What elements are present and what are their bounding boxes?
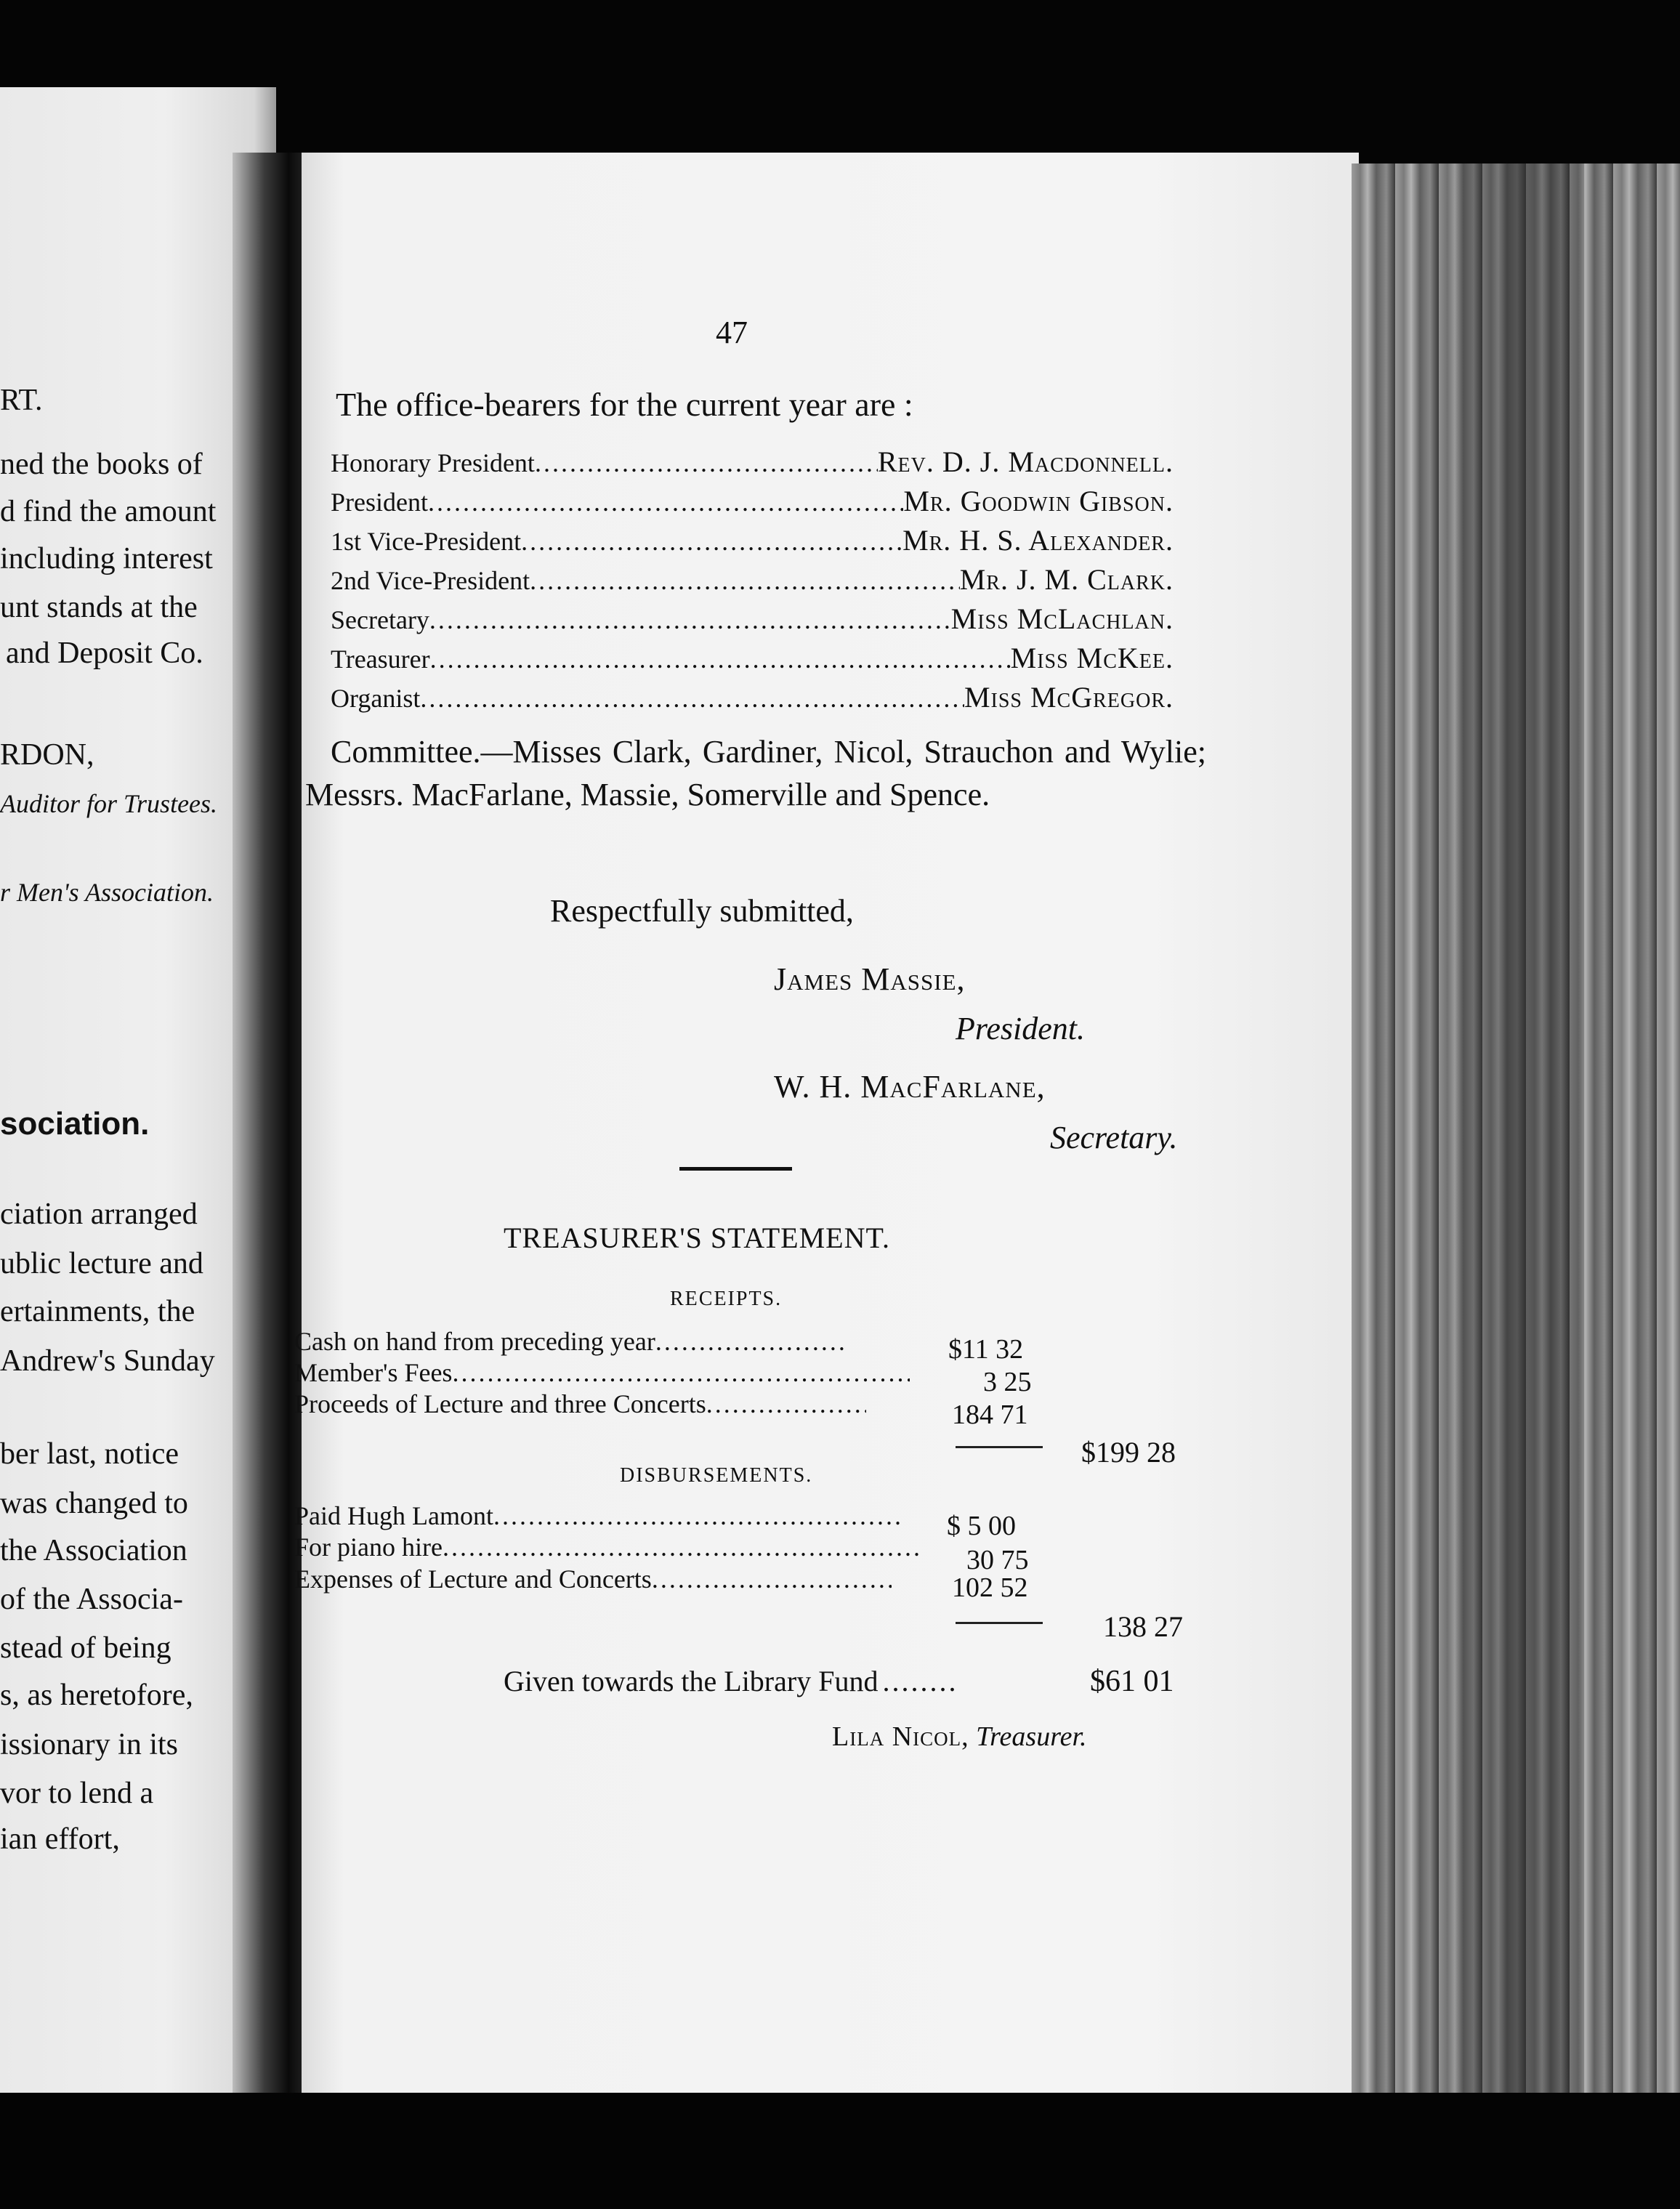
left-fragment: ber last, notice [0, 1437, 179, 1471]
receipt-amount: 184 71 [952, 1400, 1028, 1430]
treasurer-title: Treasurer. [976, 1721, 1087, 1752]
left-fragment: RT. [0, 384, 43, 417]
receipt-row [294, 1326, 1195, 1360]
receipt-amount: $11 32 [948, 1334, 1024, 1365]
office-bearers-intro: The office-bearers for the current year are : [336, 386, 913, 423]
leader-dots [530, 565, 960, 596]
left-fragment: Auditor for Trustees. [0, 789, 218, 818]
left-fragment: s, as heretofore, [0, 1679, 193, 1712]
closing-line: Respectfully submitted, [550, 893, 854, 929]
office-role: 1st Vice-President [331, 527, 522, 556]
office-bearer-row [331, 484, 1174, 520]
leader-dots [452, 1357, 910, 1388]
disbursements-heading: DISBURSEMENTS. [620, 1464, 813, 1487]
leader-dots [655, 1326, 844, 1357]
office-role: Secretary [331, 605, 429, 634]
office-holder: Miss McGregor. [964, 681, 1174, 714]
disbursement-row [294, 1564, 1195, 1597]
president-name: James Massie, [774, 961, 966, 997]
office-role: Treasurer [331, 645, 430, 674]
left-fragment: unt stands at the [0, 591, 198, 624]
office-bearer-row [331, 641, 1174, 677]
office-bearer-row [331, 445, 1174, 481]
disbursement-amount: 102 52 [952, 1572, 1028, 1603]
office-bearer-row [331, 562, 1174, 599]
receipt-row [294, 1389, 1195, 1422]
leader-dots [706, 1389, 866, 1419]
left-fragment: issionary in its [0, 1728, 179, 1761]
bottom-background [0, 2093, 1680, 2209]
left-fragment: ublic lecture and [0, 1247, 203, 1280]
disbursement-label: For piano hire [294, 1532, 443, 1562]
office-holder: Miss McLachlan. [950, 602, 1174, 635]
section-divider [679, 1167, 792, 1171]
treasurer-signature [832, 1721, 1087, 1753]
leader-dots [521, 526, 902, 557]
subtotal-rule [956, 1622, 1043, 1624]
left-fragment: r Men's Association. [0, 878, 214, 907]
leader-dots [443, 1532, 922, 1562]
left-fragment: ertainments, the [0, 1295, 195, 1328]
statement-title: TREASURER'S STATEMENT. [504, 1221, 890, 1254]
receipts-heading: RECEIPTS. [670, 1288, 783, 1310]
left-fragment: sociation. [0, 1106, 150, 1142]
leader-dots: ........ [882, 1665, 958, 1697]
leader-dots [430, 644, 1011, 674]
leader-dots [493, 1501, 900, 1531]
disbursement-row [294, 1501, 1195, 1534]
office-role: 2nd Vice-President [331, 566, 530, 595]
office-bearer-row [331, 680, 1174, 716]
disbursement-amount: $ 5 00 [947, 1511, 1016, 1541]
left-fragment: of the Associa- [0, 1583, 183, 1616]
office-holder: Mr. Goodwin Gibson. [903, 485, 1174, 517]
page-number: 47 [716, 315, 748, 350]
left-fragment: stead of being [0, 1631, 171, 1665]
subtotal-rule [956, 1446, 1043, 1448]
committee-paragraph: Committee.—Misses Clark, Gardiner, Nicol, Strauchon and Wylie; Messrs. MacFarlane, Massie, Somerville and Spence. [305, 734, 1206, 813]
office-holder: Mr. H. S. Alexander. [902, 524, 1174, 557]
leader-dots [652, 1564, 892, 1594]
left-fragment: the Association [0, 1534, 187, 1567]
book-gutter [233, 153, 312, 2100]
receipts-total: $199 28 [1081, 1436, 1176, 1469]
receipt-amount: 3 25 [983, 1367, 1032, 1397]
receipt-label: Proceeds of Lecture and three Concerts [294, 1389, 706, 1418]
office-role: Organist [331, 684, 421, 713]
disbursement-row [294, 1532, 1195, 1565]
left-fragment: RDON, [0, 738, 94, 772]
left-fragment: d find the amount [0, 495, 217, 528]
leader-dots [429, 605, 951, 635]
left-fragment: ned the books of [0, 448, 203, 481]
receipt-label: Cash on hand from preceding year [294, 1327, 655, 1356]
page-edges-shadow [1424, 163, 1584, 2125]
left-fragment: and Deposit Co. [6, 637, 203, 670]
receipt-row [294, 1357, 1195, 1391]
left-fragment: ian effort, [0, 1822, 120, 1856]
receipt-label: Member's Fees [294, 1358, 453, 1387]
office-bearer-row [331, 523, 1174, 560]
office-holder: Mr. J. M. Clark. [959, 563, 1174, 596]
president-title: President. [956, 1011, 1085, 1046]
left-fragment: ciation arranged [0, 1198, 198, 1231]
office-role: President [331, 488, 428, 517]
disbursement-label: Expenses of Lecture and Concerts [294, 1564, 652, 1594]
disbursement-amount: 30 75 [966, 1545, 1029, 1575]
secretary-name: W. H. MacFarlane, [774, 1069, 1046, 1104]
secretary-title: Secretary. [1050, 1120, 1178, 1155]
office-bearer-row [331, 602, 1174, 638]
library-fund-label: Given towards the Library Fund [504, 1665, 879, 1697]
left-fragment: Andrew's Sunday [0, 1344, 215, 1378]
leader-dots [428, 487, 903, 517]
leader-dots [420, 683, 964, 714]
disbursements-total: 138 27 [1103, 1610, 1183, 1643]
left-fragment: vor to lend a [0, 1777, 154, 1810]
left-fragment: including interest [0, 542, 213, 576]
leader-dots [535, 448, 878, 478]
office-role: Honorary President [331, 448, 535, 477]
treasurer-name: Lila Nicol, [832, 1721, 969, 1752]
left-fragment: was changed to [0, 1487, 188, 1520]
office-holder: Miss McKee. [1010, 642, 1174, 674]
office-holder: Rev. D. J. Macdonnell. [877, 445, 1174, 478]
library-fund-amount: $61 01 [1090, 1665, 1174, 1698]
library-fund-row [504, 1664, 958, 1698]
disbursement-label: Paid Hugh Lamont [294, 1501, 493, 1530]
